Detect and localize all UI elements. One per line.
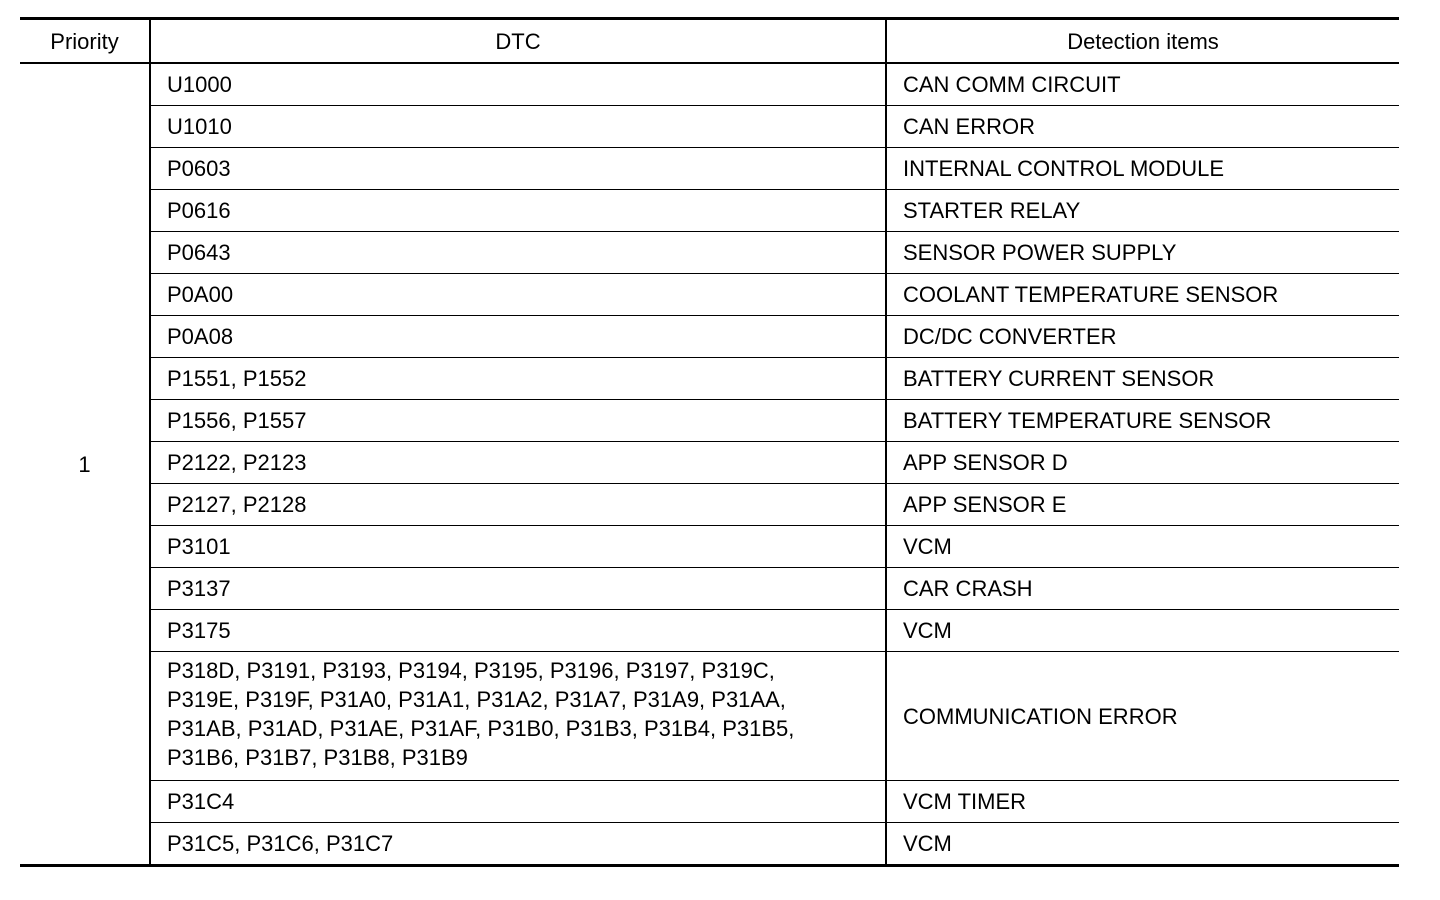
table-row — [20, 400, 1399, 442]
table-row — [20, 526, 1399, 568]
table-body — [20, 63, 1399, 866]
dtc-code-line: P31B6, P31B7, P31B8, P31B9 — [167, 745, 468, 770]
detection-item: COOLANT TEMPERATURE SENSOR — [886, 274, 1399, 316]
table-row — [20, 484, 1399, 526]
dtc-code: P3101 — [150, 526, 886, 568]
dtc-code: P0A08 — [150, 316, 886, 358]
dtc-code: U1010 — [150, 106, 886, 148]
dtc-code: P0A00 — [150, 274, 886, 316]
dtc-code: P3175 — [150, 610, 886, 652]
header-detection-items: Detection items — [886, 19, 1399, 64]
table-row — [20, 232, 1399, 274]
dtc-code-line: P31AB, P31AD, P31AE, P31AF, P31B0, P31B3, P31B4, P31B5, — [167, 716, 795, 741]
table-header — [20, 19, 1399, 64]
dtc-code: P1556, P1557 — [150, 400, 886, 442]
detection-item: COMMUNICATION ERROR — [886, 652, 1399, 781]
detection-item: STARTER RELAY — [886, 190, 1399, 232]
dtc-code: P31C4 — [150, 781, 886, 823]
table-row — [20, 781, 1399, 823]
table-row — [20, 148, 1399, 190]
dtc-priority-table — [20, 17, 1399, 867]
table-row — [20, 274, 1399, 316]
detection-item: VCM — [886, 526, 1399, 568]
table-row — [20, 63, 1399, 106]
table-row — [20, 316, 1399, 358]
header-row — [20, 19, 1399, 64]
dtc-code-list — [150, 652, 886, 781]
dtc-code: P1551, P1552 — [150, 358, 886, 400]
dtc-code: P0616 — [150, 190, 886, 232]
dtc-code: P2122, P2123 — [150, 442, 886, 484]
table-row — [20, 652, 1399, 781]
dtc-code: P0643 — [150, 232, 886, 274]
detection-item: BATTERY CURRENT SENSOR — [886, 358, 1399, 400]
dtc-code: P3137 — [150, 568, 886, 610]
header-dtc: DTC — [150, 19, 886, 64]
dtc-code-line: P318D, P3191, P3193, P3194, P3195, P3196, P3197, P319C, — [167, 658, 775, 683]
table-row — [20, 106, 1399, 148]
dtc-code: P0603 — [150, 148, 886, 190]
detection-item: SENSOR POWER SUPPLY — [886, 232, 1399, 274]
table-row — [20, 823, 1399, 866]
detection-item: VCM TIMER — [886, 781, 1399, 823]
detection-item: CAN COMM CIRCUIT — [886, 63, 1399, 106]
table-row — [20, 358, 1399, 400]
dtc-code: P31C5, P31C6, P31C7 — [150, 823, 886, 866]
header-priority: Priority — [20, 19, 150, 64]
detection-item: INTERNAL CONTROL MODULE — [886, 148, 1399, 190]
detection-item: APP SENSOR E — [886, 484, 1399, 526]
dtc-code: U1000 — [150, 63, 886, 106]
detection-item: BATTERY TEMPERATURE SENSOR — [886, 400, 1399, 442]
table-row — [20, 190, 1399, 232]
detection-item: DC/DC CONVERTER — [886, 316, 1399, 358]
table-row — [20, 442, 1399, 484]
priority-value: 1 — [20, 63, 150, 866]
table-row — [20, 568, 1399, 610]
detection-item: VCM — [886, 823, 1399, 866]
table-row — [20, 610, 1399, 652]
detection-item: CAN ERROR — [886, 106, 1399, 148]
detection-item: CAR CRASH — [886, 568, 1399, 610]
detection-item: VCM — [886, 610, 1399, 652]
detection-item: APP SENSOR D — [886, 442, 1399, 484]
dtc-code: P2127, P2128 — [150, 484, 886, 526]
dtc-code-line: P319E, P319F, P31A0, P31A1, P31A2, P31A7, P31A9, P31AA, — [167, 687, 786, 712]
